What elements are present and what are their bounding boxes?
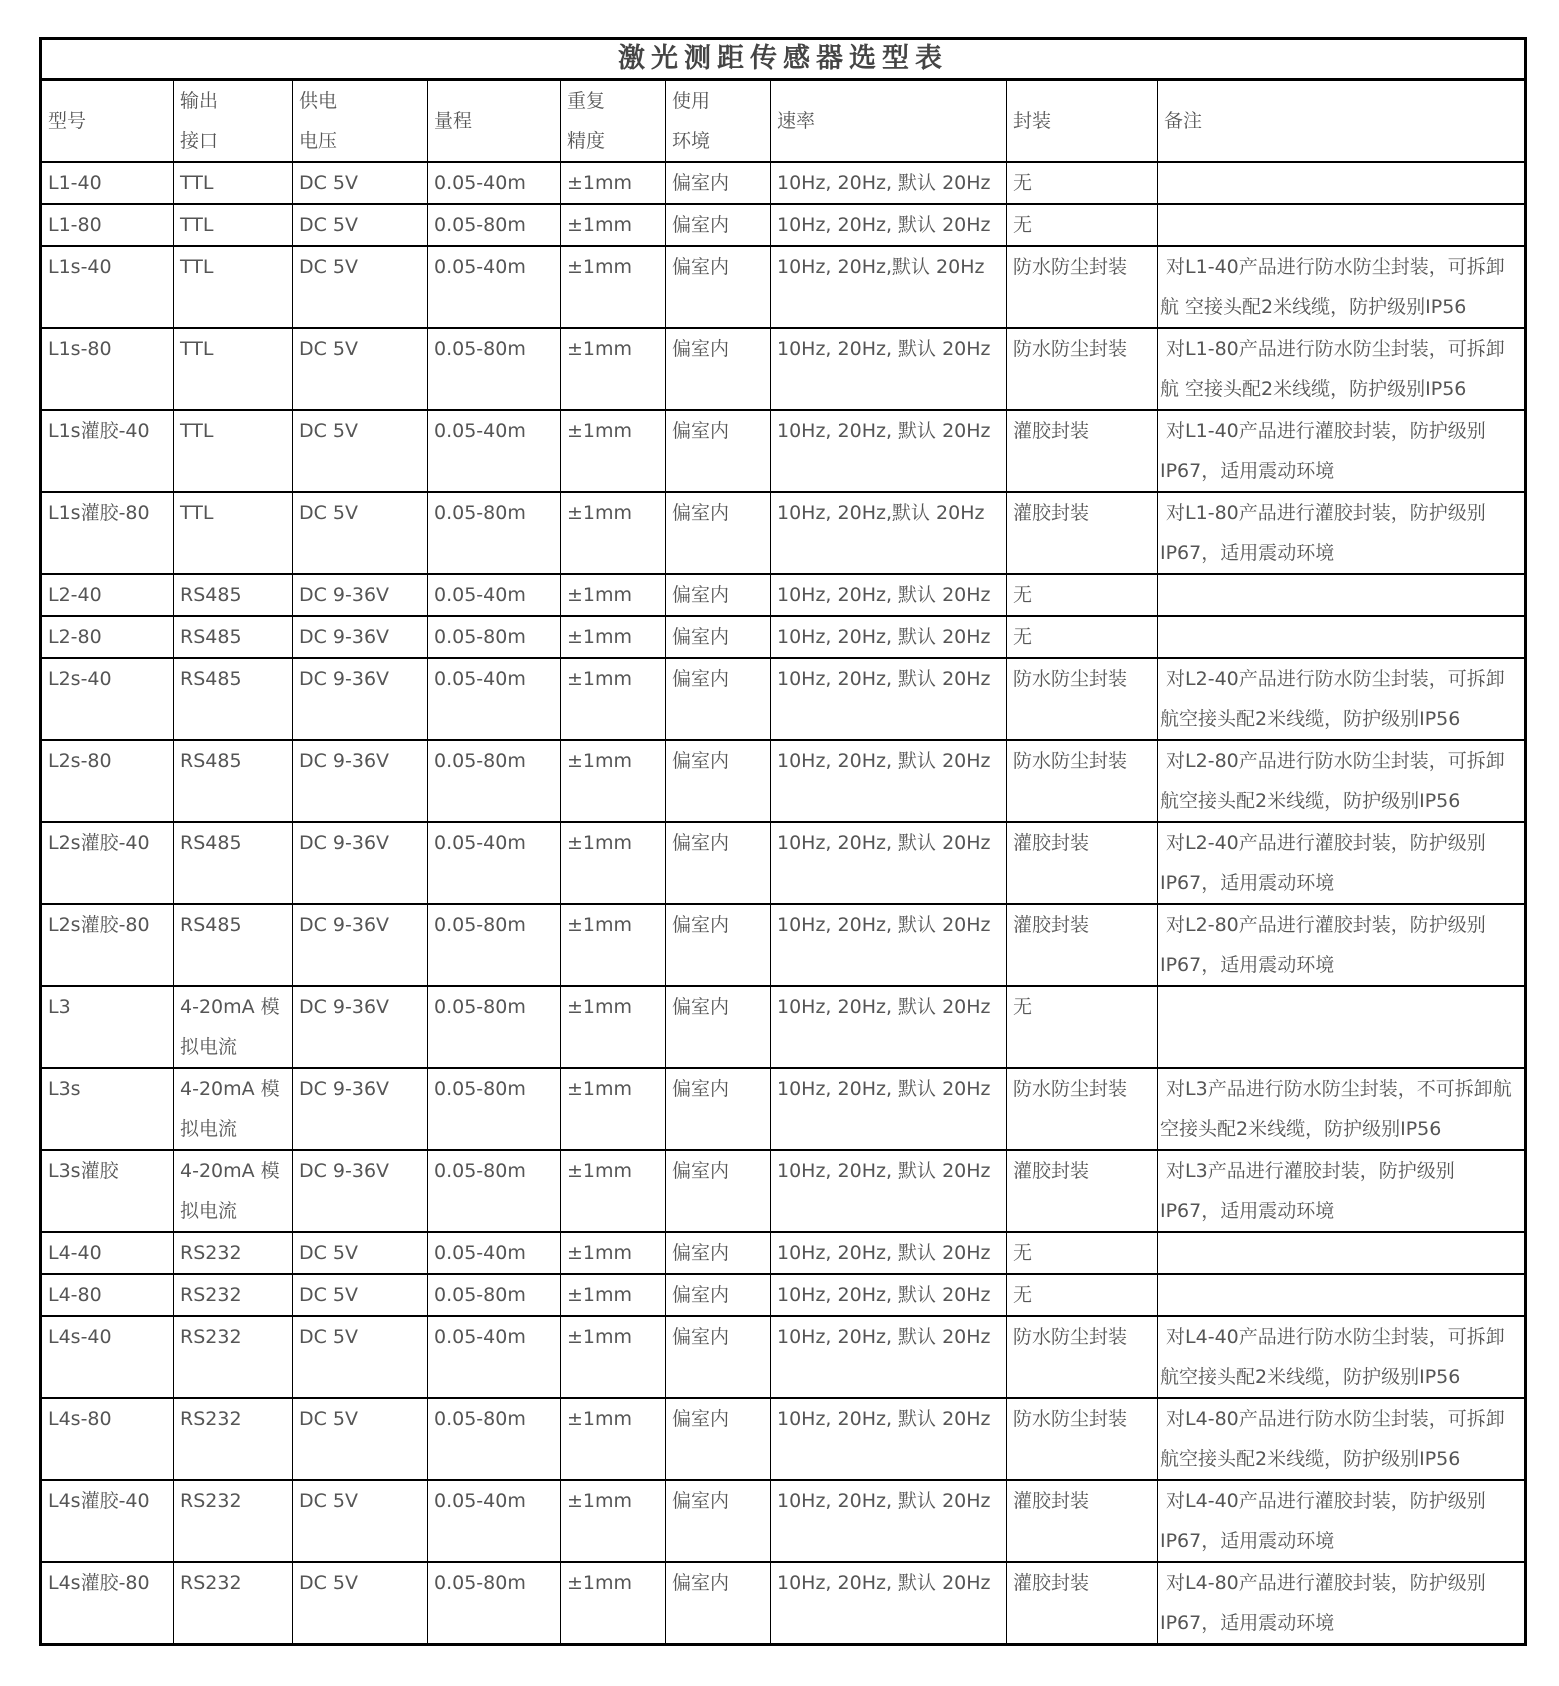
cell-environment: 偏室内 (666, 410, 771, 492)
header-label-line: 使用 (672, 90, 711, 112)
cell-notes: 对L4-40产品进行防水防尘封装，可拆卸航空接头配2米线缆，防护级别IP56 (1158, 1316, 1526, 1398)
cell-rate: 10Hz, 20Hz, 默认 20Hz (771, 822, 1007, 904)
cell-rate: 10Hz, 20Hz, 默认 20Hz (771, 1316, 1007, 1398)
cell-packaging: 灌胶封装 (1007, 1562, 1158, 1645)
cell-supply-voltage: DC 5V (293, 162, 428, 204)
cell-environment: 偏室内 (666, 1480, 771, 1562)
header-label-line: 输出 (180, 90, 219, 112)
cell-output-interface: RS485 (174, 616, 293, 658)
cell-environment: 偏室内 (666, 246, 771, 328)
cell-environment: 偏室内 (666, 492, 771, 574)
header-label-line: 环境 (672, 130, 711, 152)
cell-range: 0.05-80m (428, 1274, 561, 1316)
cell-range: 0.05-40m (428, 658, 561, 740)
cell-model: L1s灌胶-40 (41, 410, 174, 492)
cell-range: 0.05-40m (428, 574, 561, 616)
cell-repeat-accuracy: ±1mm (561, 740, 666, 822)
cell-supply-voltage: DC 5V (293, 246, 428, 328)
table-row (41, 1274, 1526, 1316)
cell-model: L1s-40 (41, 246, 174, 328)
cell-supply-voltage: DC 5V (293, 1398, 428, 1480)
cell-packaging: 无 (1007, 1232, 1158, 1274)
cell-repeat-accuracy: ±1mm (561, 1232, 666, 1274)
cell-packaging: 灌胶封装 (1007, 410, 1158, 492)
table-row (41, 986, 1526, 1068)
cell-packaging: 灌胶封装 (1007, 904, 1158, 986)
cell-range: 0.05-80m (428, 492, 561, 574)
header-label-line: 接口 (180, 130, 219, 152)
cell-environment: 偏室内 (666, 162, 771, 204)
header-range (428, 80, 561, 163)
cell-range: 0.05-40m (428, 1316, 561, 1398)
cell-notes: 对L2-40产品进行防水防尘封装，可拆卸航空接头配2米线缆，防护级别IP56 (1158, 658, 1526, 740)
cell-model: L2s-80 (41, 740, 174, 822)
table-row (41, 822, 1526, 904)
cell-packaging: 防水防尘封装 (1007, 1316, 1158, 1398)
cell-range: 0.05-40m (428, 822, 561, 904)
cell-repeat-accuracy: ±1mm (561, 1068, 666, 1150)
cell-range: 0.05-40m (428, 246, 561, 328)
cell-model: L2s-40 (41, 658, 174, 740)
cell-notes: 对L2-80产品进行灌胶封装，防护级别IP67，适用震动环境 (1158, 904, 1526, 986)
header-supply-voltage (293, 80, 428, 163)
cell-supply-voltage: DC 5V (293, 1316, 428, 1398)
cell-rate: 10Hz, 20Hz, 默认 20Hz (771, 986, 1007, 1068)
cell-output-interface: RS232 (174, 1316, 293, 1398)
cell-output-interface: TTL (174, 246, 293, 328)
table-row (41, 1316, 1526, 1398)
cell-packaging: 无 (1007, 162, 1158, 204)
cell-model: L4s灌胶-80 (41, 1562, 174, 1645)
cell-rate: 10Hz, 20Hz, 默认 20Hz (771, 1150, 1007, 1232)
cell-repeat-accuracy: ±1mm (561, 1274, 666, 1316)
header-label: 型号 (48, 110, 87, 132)
cell-output-interface: RS485 (174, 822, 293, 904)
cell-rate: 10Hz, 20Hz, 默认 20Hz (771, 740, 1007, 822)
header-label: 量程 (434, 110, 473, 132)
cell-supply-voltage: DC 9-36V (293, 1150, 428, 1232)
cell-repeat-accuracy: ±1mm (561, 162, 666, 204)
cell-rate: 10Hz, 20Hz,默认 20Hz (771, 246, 1007, 328)
cell-repeat-accuracy: ±1mm (561, 492, 666, 574)
cell-model: L4-40 (41, 1232, 174, 1274)
cell-model: L1s-80 (41, 328, 174, 410)
cell-environment: 偏室内 (666, 574, 771, 616)
sensor-selection-table (39, 37, 1527, 1646)
cell-packaging: 灌胶封装 (1007, 822, 1158, 904)
cell-environment: 偏室内 (666, 986, 771, 1068)
cell-rate: 10Hz, 20Hz, 默认 20Hz (771, 1562, 1007, 1645)
cell-range: 0.05-80m (428, 986, 561, 1068)
cell-rate: 10Hz, 20Hz, 默认 20Hz (771, 1398, 1007, 1480)
header-label: 封装 (1013, 110, 1052, 132)
cell-output-interface: RS232 (174, 1232, 293, 1274)
cell-rate: 10Hz, 20Hz, 默认 20Hz (771, 658, 1007, 740)
cell-range: 0.05-40m (428, 1232, 561, 1274)
cell-model: L4-80 (41, 1274, 174, 1316)
header-environment (666, 80, 771, 163)
cell-model: L4s-80 (41, 1398, 174, 1480)
cell-rate: 10Hz, 20Hz, 默认 20Hz (771, 1068, 1007, 1150)
table-row (41, 328, 1526, 410)
cell-packaging: 无 (1007, 1274, 1158, 1316)
cell-notes: 对L2-40产品进行灌胶封装，防护级别IP67，适用震动环境 (1158, 822, 1526, 904)
header-label: 速率 (777, 110, 816, 132)
header-label: 备注 (1164, 110, 1203, 132)
cell-environment: 偏室内 (666, 1274, 771, 1316)
cell-supply-voltage: DC 5V (293, 328, 428, 410)
cell-output-interface: TTL (174, 162, 293, 204)
cell-model: L3s灌胶 (41, 1150, 174, 1232)
cell-environment: 偏室内 (666, 658, 771, 740)
cell-repeat-accuracy: ±1mm (561, 1480, 666, 1562)
cell-repeat-accuracy: ±1mm (561, 1150, 666, 1232)
table-row (41, 410, 1526, 492)
cell-model: L1-80 (41, 204, 174, 246)
cell-notes (1158, 204, 1526, 246)
cell-environment: 偏室内 (666, 1316, 771, 1398)
cell-repeat-accuracy: ±1mm (561, 904, 666, 986)
cell-environment: 偏室内 (666, 204, 771, 246)
cell-rate: 10Hz, 20Hz, 默认 20Hz (771, 616, 1007, 658)
cell-notes: 对L1-40产品进行灌胶封装，防护级别IP67，适用震动环境 (1158, 410, 1526, 492)
cell-range: 0.05-80m (428, 1150, 561, 1232)
cell-environment: 偏室内 (666, 904, 771, 986)
cell-model: L3s (41, 1068, 174, 1150)
cell-supply-voltage: DC 9-36V (293, 904, 428, 986)
header-row (41, 80, 1526, 163)
table-row (41, 1068, 1526, 1150)
cell-supply-voltage: DC 9-36V (293, 574, 428, 616)
cell-model: L2s灌胶-40 (41, 822, 174, 904)
cell-output-interface: TTL (174, 204, 293, 246)
cell-supply-voltage: DC 5V (293, 1274, 428, 1316)
cell-repeat-accuracy: ±1mm (561, 822, 666, 904)
table-row (41, 658, 1526, 740)
cell-rate: 10Hz, 20Hz, 默认 20Hz (771, 1232, 1007, 1274)
cell-rate: 10Hz, 20Hz, 默认 20Hz (771, 410, 1007, 492)
cell-environment: 偏室内 (666, 1232, 771, 1274)
cell-packaging: 灌胶封装 (1007, 1150, 1158, 1232)
cell-rate: 10Hz, 20Hz, 默认 20Hz (771, 1480, 1007, 1562)
header-rate (771, 80, 1007, 163)
table-row (41, 616, 1526, 658)
cell-output-interface: 4-20mA 模拟电流 (174, 1150, 293, 1232)
cell-output-interface: TTL (174, 410, 293, 492)
cell-packaging: 灌胶封装 (1007, 492, 1158, 574)
cell-notes (1158, 574, 1526, 616)
cell-output-interface: RS232 (174, 1562, 293, 1645)
cell-output-interface: RS232 (174, 1274, 293, 1316)
table-row (41, 1398, 1526, 1480)
cell-model: L4s灌胶-40 (41, 1480, 174, 1562)
cell-rate: 10Hz, 20Hz, 默认 20Hz (771, 1274, 1007, 1316)
cell-output-interface: RS485 (174, 574, 293, 616)
cell-environment: 偏室内 (666, 740, 771, 822)
table-row (41, 1480, 1526, 1562)
cell-environment: 偏室内 (666, 328, 771, 410)
cell-repeat-accuracy: ±1mm (561, 1316, 666, 1398)
cell-repeat-accuracy: ±1mm (561, 1562, 666, 1645)
cell-range: 0.05-80m (428, 904, 561, 986)
cell-repeat-accuracy: ±1mm (561, 574, 666, 616)
cell-supply-voltage: DC 5V (293, 1480, 428, 1562)
cell-rate: 10Hz, 20Hz, 默认 20Hz (771, 574, 1007, 616)
cell-notes: 对L4-40产品进行灌胶封装，防护级别IP67，适用震动环境 (1158, 1480, 1526, 1562)
cell-packaging: 无 (1007, 574, 1158, 616)
header-output-interface (174, 80, 293, 163)
cell-notes: 对L2-80产品进行防水防尘封装，可拆卸航空接头配2米线缆，防护级别IP56 (1158, 740, 1526, 822)
cell-repeat-accuracy: ±1mm (561, 616, 666, 658)
cell-supply-voltage: DC 9-36V (293, 616, 428, 658)
cell-rate: 10Hz, 20Hz, 默认 20Hz (771, 204, 1007, 246)
cell-repeat-accuracy: ±1mm (561, 658, 666, 740)
cell-output-interface: RS485 (174, 740, 293, 822)
cell-range: 0.05-40m (428, 1480, 561, 1562)
table-row (41, 162, 1526, 204)
table-row (41, 1562, 1526, 1645)
cell-notes: 对L4-80产品进行防水防尘封装，可拆卸航空接头配2米线缆，防护级别IP56 (1158, 1398, 1526, 1480)
cell-repeat-accuracy: ±1mm (561, 1398, 666, 1480)
cell-packaging: 防水防尘封装 (1007, 1068, 1158, 1150)
cell-notes (1158, 1274, 1526, 1316)
cell-output-interface: RS232 (174, 1480, 293, 1562)
cell-model: L1-40 (41, 162, 174, 204)
cell-model: L2-80 (41, 616, 174, 658)
header-label-line: 重复 (567, 90, 606, 112)
cell-range: 0.05-80m (428, 328, 561, 410)
header-repeat-accuracy (561, 80, 666, 163)
cell-packaging: 无 (1007, 204, 1158, 246)
cell-supply-voltage: DC 9-36V (293, 740, 428, 822)
cell-range: 0.05-80m (428, 1068, 561, 1150)
cell-repeat-accuracy: ±1mm (561, 246, 666, 328)
table-row (41, 1232, 1526, 1274)
cell-output-interface: 4-20mA 模拟电流 (174, 1068, 293, 1150)
table-row (41, 492, 1526, 574)
cell-supply-voltage: DC 9-36V (293, 822, 428, 904)
cell-notes: 对L3产品进行防水防尘封装，不可拆卸航空接头配2米线缆，防护级别IP56 (1158, 1068, 1526, 1150)
table-title: 激光测距传感器选型表 (41, 39, 1526, 80)
cell-supply-voltage: DC 9-36V (293, 1068, 428, 1150)
header-label-line: 供电 (299, 90, 338, 112)
table-row (41, 904, 1526, 986)
cell-supply-voltage: DC 9-36V (293, 658, 428, 740)
cell-environment: 偏室内 (666, 822, 771, 904)
cell-notes (1158, 162, 1526, 204)
cell-notes (1158, 616, 1526, 658)
cell-environment: 偏室内 (666, 616, 771, 658)
cell-notes: 对L1-80产品进行灌胶封装，防护级别IP67，适用震动环境 (1158, 492, 1526, 574)
cell-range: 0.05-80m (428, 740, 561, 822)
cell-packaging: 无 (1007, 616, 1158, 658)
header-label-line: 电压 (299, 130, 338, 152)
header-packaging (1007, 80, 1158, 163)
cell-packaging: 灌胶封装 (1007, 1480, 1158, 1562)
cell-environment: 偏室内 (666, 1150, 771, 1232)
cell-output-interface: TTL (174, 328, 293, 410)
cell-range: 0.05-80m (428, 1562, 561, 1645)
header-label-line: 精度 (567, 130, 606, 152)
cell-packaging: 防水防尘封装 (1007, 246, 1158, 328)
cell-model: L1s灌胶-80 (41, 492, 174, 574)
cell-notes (1158, 986, 1526, 1068)
cell-repeat-accuracy: ±1mm (561, 410, 666, 492)
cell-model: L3 (41, 986, 174, 1068)
cell-environment: 偏室内 (666, 1398, 771, 1480)
cell-repeat-accuracy: ±1mm (561, 204, 666, 246)
cell-rate: 10Hz, 20Hz,默认 20Hz (771, 492, 1007, 574)
cell-range: 0.05-40m (428, 162, 561, 204)
table-row (41, 574, 1526, 616)
cell-packaging: 无 (1007, 986, 1158, 1068)
cell-repeat-accuracy: ±1mm (561, 986, 666, 1068)
cell-supply-voltage: DC 9-36V (293, 986, 428, 1068)
cell-range: 0.05-40m (428, 410, 561, 492)
table-row (41, 1150, 1526, 1232)
cell-output-interface: RS485 (174, 658, 293, 740)
cell-model: L4s-40 (41, 1316, 174, 1398)
cell-environment: 偏室内 (666, 1068, 771, 1150)
cell-range: 0.05-80m (428, 616, 561, 658)
cell-supply-voltage: DC 5V (293, 1232, 428, 1274)
table-row (41, 740, 1526, 822)
cell-environment: 偏室内 (666, 1562, 771, 1645)
cell-output-interface: RS232 (174, 1398, 293, 1480)
cell-rate: 10Hz, 20Hz, 默认 20Hz (771, 904, 1007, 986)
cell-packaging: 防水防尘封装 (1007, 1398, 1158, 1480)
cell-notes: 对L1-80产品进行防水防尘封装，可拆卸航 空接头配2米线缆，防护级别IP56 (1158, 328, 1526, 410)
cell-range: 0.05-80m (428, 1398, 561, 1480)
cell-supply-voltage: DC 5V (293, 410, 428, 492)
cell-packaging: 防水防尘封装 (1007, 740, 1158, 822)
cell-range: 0.05-80m (428, 204, 561, 246)
cell-notes (1158, 1232, 1526, 1274)
cell-notes: 对L3产品进行灌胶封装，防护级别 IP67，适用震动环境 (1158, 1150, 1526, 1232)
cell-packaging: 防水防尘封装 (1007, 658, 1158, 740)
cell-repeat-accuracy: ±1mm (561, 328, 666, 410)
cell-supply-voltage: DC 5V (293, 1562, 428, 1645)
title-row (41, 39, 1526, 80)
cell-supply-voltage: DC 5V (293, 492, 428, 574)
cell-output-interface: 4-20mA 模拟电流 (174, 986, 293, 1068)
header-notes (1158, 80, 1526, 163)
cell-output-interface: TTL (174, 492, 293, 574)
table-row (41, 204, 1526, 246)
table-row (41, 246, 1526, 328)
cell-rate: 10Hz, 20Hz, 默认 20Hz (771, 162, 1007, 204)
header-model (41, 80, 174, 163)
cell-notes: 对L1-40产品进行防水防尘封装，可拆卸航 空接头配2米线缆，防护级别IP56 (1158, 246, 1526, 328)
cell-notes: 对L4-80产品进行灌胶封装，防护级别IP67，适用震动环境 (1158, 1562, 1526, 1645)
cell-model: L2s灌胶-80 (41, 904, 174, 986)
cell-output-interface: RS485 (174, 904, 293, 986)
cell-model: L2-40 (41, 574, 174, 616)
cell-rate: 10Hz, 20Hz, 默认 20Hz (771, 328, 1007, 410)
cell-supply-voltage: DC 5V (293, 204, 428, 246)
cell-packaging: 防水防尘封装 (1007, 328, 1158, 410)
